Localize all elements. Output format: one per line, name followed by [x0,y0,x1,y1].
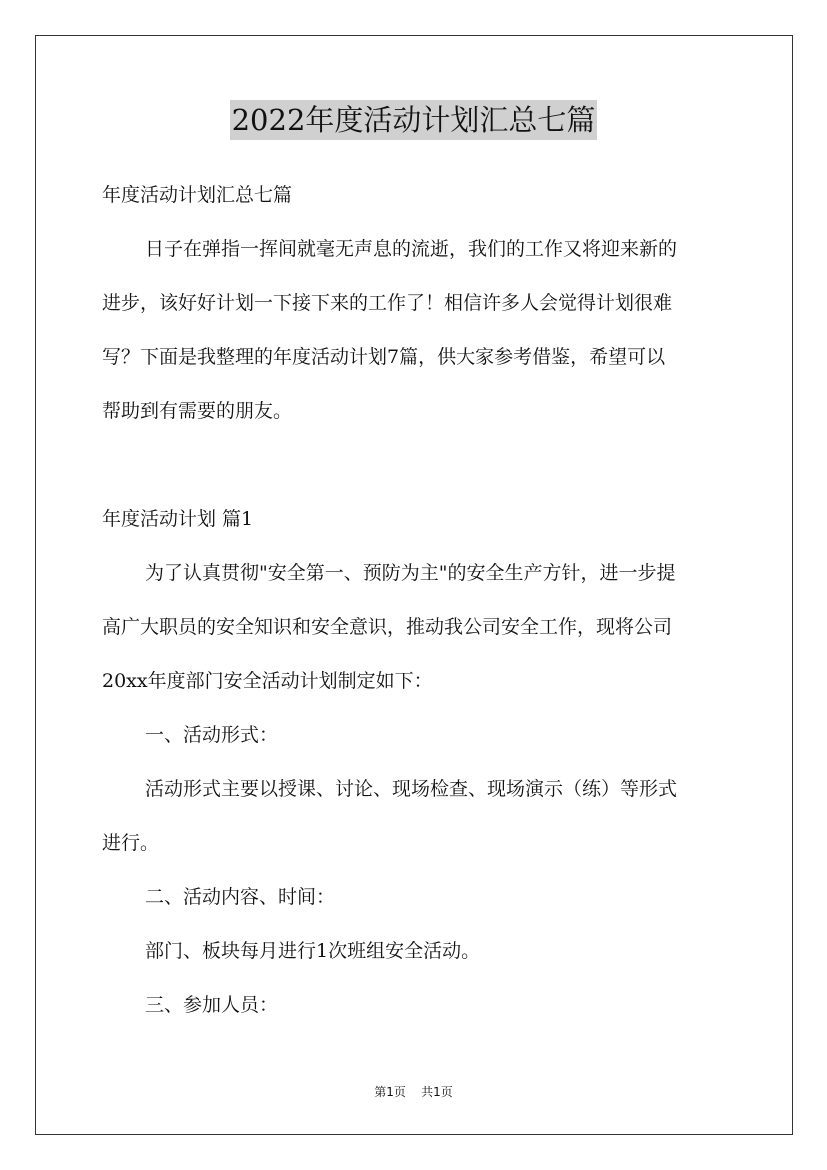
page-number: 第1页 [374,1085,406,1099]
list-heading: 一、活动形式： [145,724,279,746]
paragraph-line: 为了认真贯彻"安全第一、预防为主"的安全生产方针，进一步提 [145,562,676,584]
paragraph-line: 进行。 [102,832,160,854]
paragraph-line: 写？下面是我整理的年度活动计划7篇，供大家参考借鉴，希望可以 [102,346,666,368]
section-heading: 年度活动计划 篇1 [102,508,254,530]
paragraph-line: 日子在弹指一挥间就毫无声息的流逝，我们的工作又将迎来新的 [145,238,678,260]
list-heading: 三、参加人员： [145,994,279,1016]
paragraph-line: 20xx年度部门安全活动计划制定如下： [102,670,433,692]
subtitle-line: 年度活动计划汇总七篇 [102,184,293,206]
paragraph-line: 部门、板块每月进行1次班组安全活动。 [145,940,481,962]
paragraph-line: 高广大职员的安全知识和安全意识，推动我公司安全工作，现将公司 [102,616,673,638]
paragraph-line: 帮助到有需要的朋友。 [102,400,293,422]
list-heading: 二、活动内容、时间： [145,886,336,908]
paragraph-line: 活动形式主要以授课、讨论、现场检查、现场演示（练）等形式 [145,778,678,800]
title-container [0,100,827,140]
page-total: 共1页 [421,1085,453,1099]
paragraph-line: 进步，该好好计划一下接下来的工作了！相信许多人会觉得计划很难 [102,292,673,314]
document-title: 2022年度活动计划汇总七篇 [230,100,598,140]
page-footer [0,1083,827,1101]
